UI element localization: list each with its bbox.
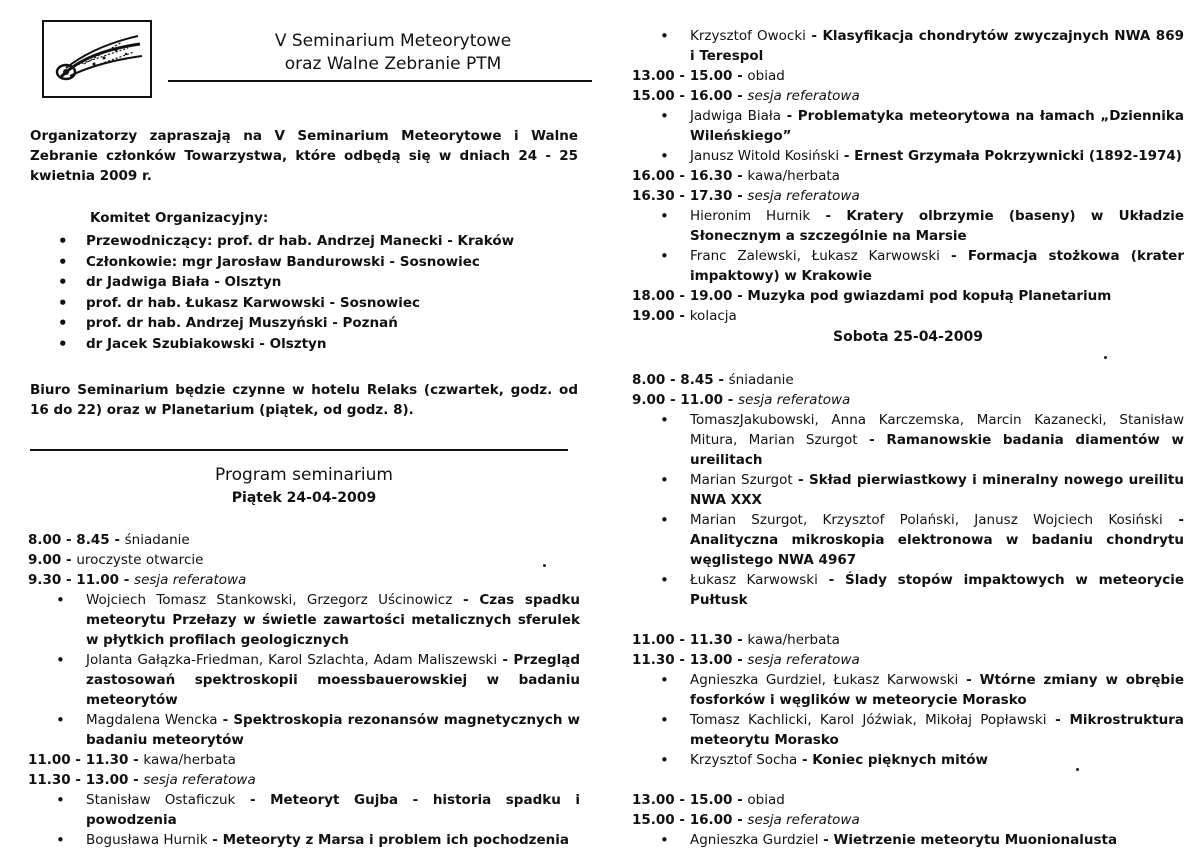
entry-time: 13.00 - 15.00 — [632, 68, 733, 84]
talk-authors: Agnieszka Gurdziel — [690, 832, 819, 848]
talk-list — [28, 590, 580, 750]
talk-dash: - — [781, 108, 798, 124]
schedule-entry — [632, 650, 1184, 670]
schedule-entry — [632, 810, 1184, 830]
saturday-title: Sobota 25-04-2009 — [833, 329, 983, 345]
talk-list — [632, 830, 1184, 850]
entry-separator: - — [723, 392, 739, 408]
entry-time: 11.30 - 13.00 — [28, 772, 129, 788]
talk-title: Mikrostruktura meteorytu Morasko — [690, 712, 1184, 748]
schedule-entry — [28, 530, 580, 550]
talk-list — [28, 790, 580, 850]
talk-authors: Franc Zalewski, Łukasz Karwowski — [690, 248, 940, 264]
talk-authors: Marian Szurgot — [690, 472, 793, 488]
talk-list — [632, 26, 1184, 66]
talk-dash: - — [452, 592, 480, 608]
talk-authors: Jolanta Gałązka-Friedman, Karol Szlachta, Adam Maliszewski — [86, 652, 498, 668]
talk-authors: Jadwiga Biała — [690, 108, 782, 124]
talk-authors: Magdalena Wencka — [86, 712, 218, 728]
talk-item — [632, 246, 1184, 286]
talk-item — [632, 26, 1184, 66]
entry-label: kawa/herbata — [747, 632, 840, 648]
entry-time: 16.30 - 17.30 — [632, 188, 733, 204]
entry-label: sesja referatowa — [738, 392, 851, 408]
friday-schedule-part-2 — [632, 26, 1184, 326]
entry-label: kawa/herbata — [143, 752, 236, 768]
entry-separator: - — [128, 752, 144, 768]
entry-separator: - — [713, 372, 729, 388]
talk-item — [28, 830, 580, 850]
entry-separator: - — [732, 812, 748, 828]
entry-label: obiad — [747, 792, 785, 808]
talk-item — [632, 710, 1184, 750]
entry-separator: - — [732, 88, 748, 104]
entry-label: kawa/herbata — [747, 168, 840, 184]
entry-separator: - — [674, 308, 690, 324]
talk-authors: Janusz Witold Kosiński — [690, 148, 840, 164]
talk-title: Czas spadku meteorytu Przełazy w świetle zawartości metalicznych sferulek w płytkich profilach geologicznych — [86, 592, 580, 648]
entry-label: Muzyka pod gwiazdami pod kopułą Planetarium — [747, 288, 1112, 304]
entry-time: 15.00 - 16.00 — [632, 812, 733, 828]
title-underline — [168, 80, 592, 82]
entry-time: 11.30 - 13.00 — [632, 652, 733, 668]
schedule-entry — [28, 550, 580, 570]
entry-separator: - — [109, 532, 125, 548]
talk-dash: - — [810, 208, 847, 224]
entry-time: 19.00 — [632, 308, 675, 324]
talk-dash: - — [958, 672, 980, 688]
committee-heading: Komitet Organizacyjny: — [90, 210, 269, 226]
talk-title: Wtórne zmiany w obrębie fosforków i węglików w meteorycie Morasko — [690, 672, 1184, 708]
section-divider — [30, 449, 568, 451]
scan-speck — [1076, 768, 1079, 771]
entry-label: kolacja — [689, 308, 737, 324]
entry-label: śniadanie — [124, 532, 190, 548]
talk-dash: - — [805, 28, 823, 44]
talk-title: Wietrzenie meteorytu Muonionalusta — [833, 832, 1118, 848]
scan-speck — [543, 564, 546, 567]
entry-separator: - — [732, 652, 748, 668]
meteor-logo-icon — [44, 22, 150, 96]
scan-speck — [1104, 356, 1107, 359]
talk-item — [632, 106, 1184, 146]
talk-authors: Tomasz Kachlicki, Karol Jóźwiak, Mikołaj Popławski — [690, 712, 1047, 728]
talk-authors: Wojciech Tomasz Stankowski, Grzegorz Uścinowicz — [86, 592, 453, 608]
talk-item — [632, 830, 1184, 850]
talk-item — [28, 790, 580, 830]
entry-separator: - — [732, 792, 748, 808]
entry-separator: - — [732, 68, 748, 84]
talk-title: Formacja stożkowa (krater impaktowy) w Krakowie — [690, 248, 1184, 284]
entry-time: 9.00 - 11.00 — [632, 392, 724, 408]
title-line-1: V Seminarium Meteorytowe — [274, 31, 512, 51]
entry-separator: - — [732, 168, 748, 184]
office-note: Biuro Seminarium będzie czynne w hotelu Relaks (czwartek, godz. od 16 do 22) oraz w Planetarium (piątek, od godz. 8). — [30, 382, 578, 418]
talk-item — [28, 650, 580, 710]
talk-title: Ślady stopów impaktowych w meteorycie Pułtusk — [690, 572, 1184, 608]
entry-time: 9.30 - 11.00 — [28, 572, 120, 588]
entry-time: 11.00 - 11.30 — [632, 632, 733, 648]
schedule-entry — [632, 66, 1184, 86]
entry-separator: - — [732, 632, 748, 648]
entry-label: uroczyste otwarcie — [76, 552, 204, 568]
spacer — [632, 770, 1184, 790]
talk-dash: - — [497, 652, 514, 668]
entry-separator: - — [732, 188, 748, 204]
title-line-2: oraz Walne Zebranie PTM — [284, 54, 502, 74]
talk-title: Ernest Grzymała Pokrzywnicki (1892-1974) — [854, 148, 1182, 164]
ptm-logo — [42, 20, 152, 98]
talk-item — [28, 590, 580, 650]
schedule-entry — [28, 750, 580, 770]
talk-authors: Krzysztof Owocki — [690, 28, 806, 44]
talk-list — [632, 206, 1184, 286]
entry-time: 15.00 - 16.00 — [632, 88, 733, 104]
talk-authors: Hieronim Hurnik — [690, 208, 811, 224]
talk-dash: - — [817, 572, 845, 588]
schedule-entry — [632, 306, 1184, 326]
talk-dash: - — [1162, 512, 1184, 528]
talk-authors: Łukasz Karwowski — [690, 572, 818, 588]
talk-dash: - — [235, 792, 271, 808]
schedule-entry — [632, 186, 1184, 206]
entry-time: 16.00 - 16.30 — [632, 168, 733, 184]
entry-time: 8.00 - 8.45 — [632, 372, 714, 388]
talk-authors: Bogusława Hurnik — [86, 832, 208, 848]
talk-dash: - — [792, 472, 809, 488]
talk-item — [632, 470, 1184, 510]
committee-member: • prof. dr hab. Andrzej Muszyński - Poznań — [58, 313, 578, 334]
entry-label: śniadanie — [728, 372, 794, 388]
talk-list — [632, 670, 1184, 770]
committee-list — [58, 231, 578, 354]
committee-member: • Przewodniczący: prof. dr hab. Andrzej Manecki - Kraków — [58, 231, 578, 252]
talk-title: Koniec pięknych mitów — [812, 752, 988, 768]
schedule-entry — [28, 770, 580, 790]
talk-dash: - — [839, 148, 855, 164]
talk-dash: - — [1046, 712, 1070, 728]
intro-paragraph: Organizatorzy zapraszają na V Seminarium Meteorytowe i Walne Zebranie członków Towarzystwa, które odbędą się w dniach 24 - 25 kwietnia 2009 r. — [30, 128, 578, 184]
seminar-title — [188, 30, 598, 76]
talk-authors: TomaszJakubowski, Anna Karczemska, Marcin Kazanecki, Stanisław Mitura, Marian Szurgot — [690, 412, 1184, 448]
talk-authors: Agnieszka Gurdziel, Łukasz Karwowski — [690, 672, 959, 688]
entry-separator: - — [119, 572, 135, 588]
schedule-entry — [632, 166, 1184, 186]
talk-title: Spektroskopia rezonansów magnetycznych w badaniu meteorytów — [86, 712, 581, 748]
talk-dash: - — [818, 832, 834, 848]
talk-dash: - — [207, 832, 223, 848]
schedule-entry — [28, 570, 580, 590]
talk-title: Kratery olbrzymie (baseny) w Układzie Słonecznym a szczególnie na Marsie — [690, 208, 1184, 244]
committee-member: • Członkowie: mgr Jarosław Bandurowski - Sosnowiec — [58, 252, 578, 273]
talk-authors: Krzysztof Socha — [690, 752, 798, 768]
entry-time: 18.00 - 19.00 — [632, 288, 733, 304]
entry-separator: - — [128, 772, 144, 788]
entry-separator: - — [61, 552, 77, 568]
talk-item — [632, 570, 1184, 610]
friday-title: Piątek 24-04-2009 — [231, 490, 377, 506]
talk-title: Meteoryt Gujba - historia spadku i powodzenia — [86, 792, 580, 828]
talk-dash: - — [217, 712, 234, 728]
talk-item — [632, 146, 1184, 166]
talk-item — [632, 670, 1184, 710]
entry-label: obiad — [747, 68, 785, 84]
committee-member: • prof. dr hab. Łukasz Karwowski - Sosnowiec — [58, 293, 578, 314]
entry-label: sesja referatowa — [747, 88, 860, 104]
talk-list — [632, 410, 1184, 610]
talk-item — [632, 410, 1184, 470]
entry-time: 8.00 - 8.45 — [28, 532, 110, 548]
talk-item — [28, 710, 580, 750]
entry-label: sesja referatowa — [134, 572, 247, 588]
talk-authors: Marian Szurgot, Krzysztof Polański, Janusz Wojciech Kosiński — [690, 512, 1163, 528]
friday-schedule-part-1 — [28, 530, 580, 850]
entry-label: sesja referatowa — [747, 812, 860, 828]
schedule-entry — [632, 86, 1184, 106]
talk-item — [632, 510, 1184, 570]
talk-title: Ramanowskie badania diamentów w ureilitach — [690, 432, 1184, 468]
talk-dash: - — [939, 248, 968, 264]
talk-list — [632, 106, 1184, 166]
talk-title: Przegląd zastosowań spektroskopii moessbauerowskiej w badaniu meteorytów — [86, 652, 580, 708]
program-title: Program seminarium — [215, 465, 393, 485]
talk-title: Meteoryty z Marsa i problem ich pochodzenia — [222, 832, 569, 848]
talk-title: Analityczna mikroskopia elektronowa w badaniu chondrytu węglistego NWA 4967 — [690, 532, 1184, 568]
schedule-entry — [632, 286, 1184, 306]
talk-item — [632, 750, 1184, 770]
talk-authors: Stanisław Ostaficzuk — [86, 792, 236, 808]
spacer — [632, 610, 1184, 630]
talk-dash: - — [797, 752, 813, 768]
schedule-entry — [632, 630, 1184, 650]
committee-member: • dr Jacek Szubiakowski - Olsztyn — [58, 334, 578, 355]
talk-title: Klasyfikacja chondrytów zwyczajnych NWA 869 i Terespol — [690, 28, 1184, 64]
talk-title: Skład pierwiastkowy i mineralny nowego ureilitu NWA XXX — [690, 472, 1184, 508]
entry-label: sesja referatowa — [747, 188, 860, 204]
entry-time: 13.00 - 15.00 — [632, 792, 733, 808]
talk-dash: - — [857, 432, 887, 448]
saturday-schedule — [632, 370, 1184, 850]
entry-label: sesja referatowa — [747, 652, 860, 668]
schedule-entry — [632, 790, 1184, 810]
schedule-entry — [632, 390, 1184, 410]
entry-time: 11.00 - 11.30 — [28, 752, 129, 768]
entry-label: sesja referatowa — [143, 772, 256, 788]
schedule-entry — [632, 370, 1184, 390]
committee-member: • dr Jadwiga Biała - Olsztyn — [58, 272, 578, 293]
talk-item — [632, 206, 1184, 246]
talk-title: Problematyka meteorytowa na łamach „Dziennika Wileńskiego” — [690, 108, 1184, 144]
entry-separator: - — [732, 288, 748, 304]
entry-time: 9.00 — [28, 552, 62, 568]
